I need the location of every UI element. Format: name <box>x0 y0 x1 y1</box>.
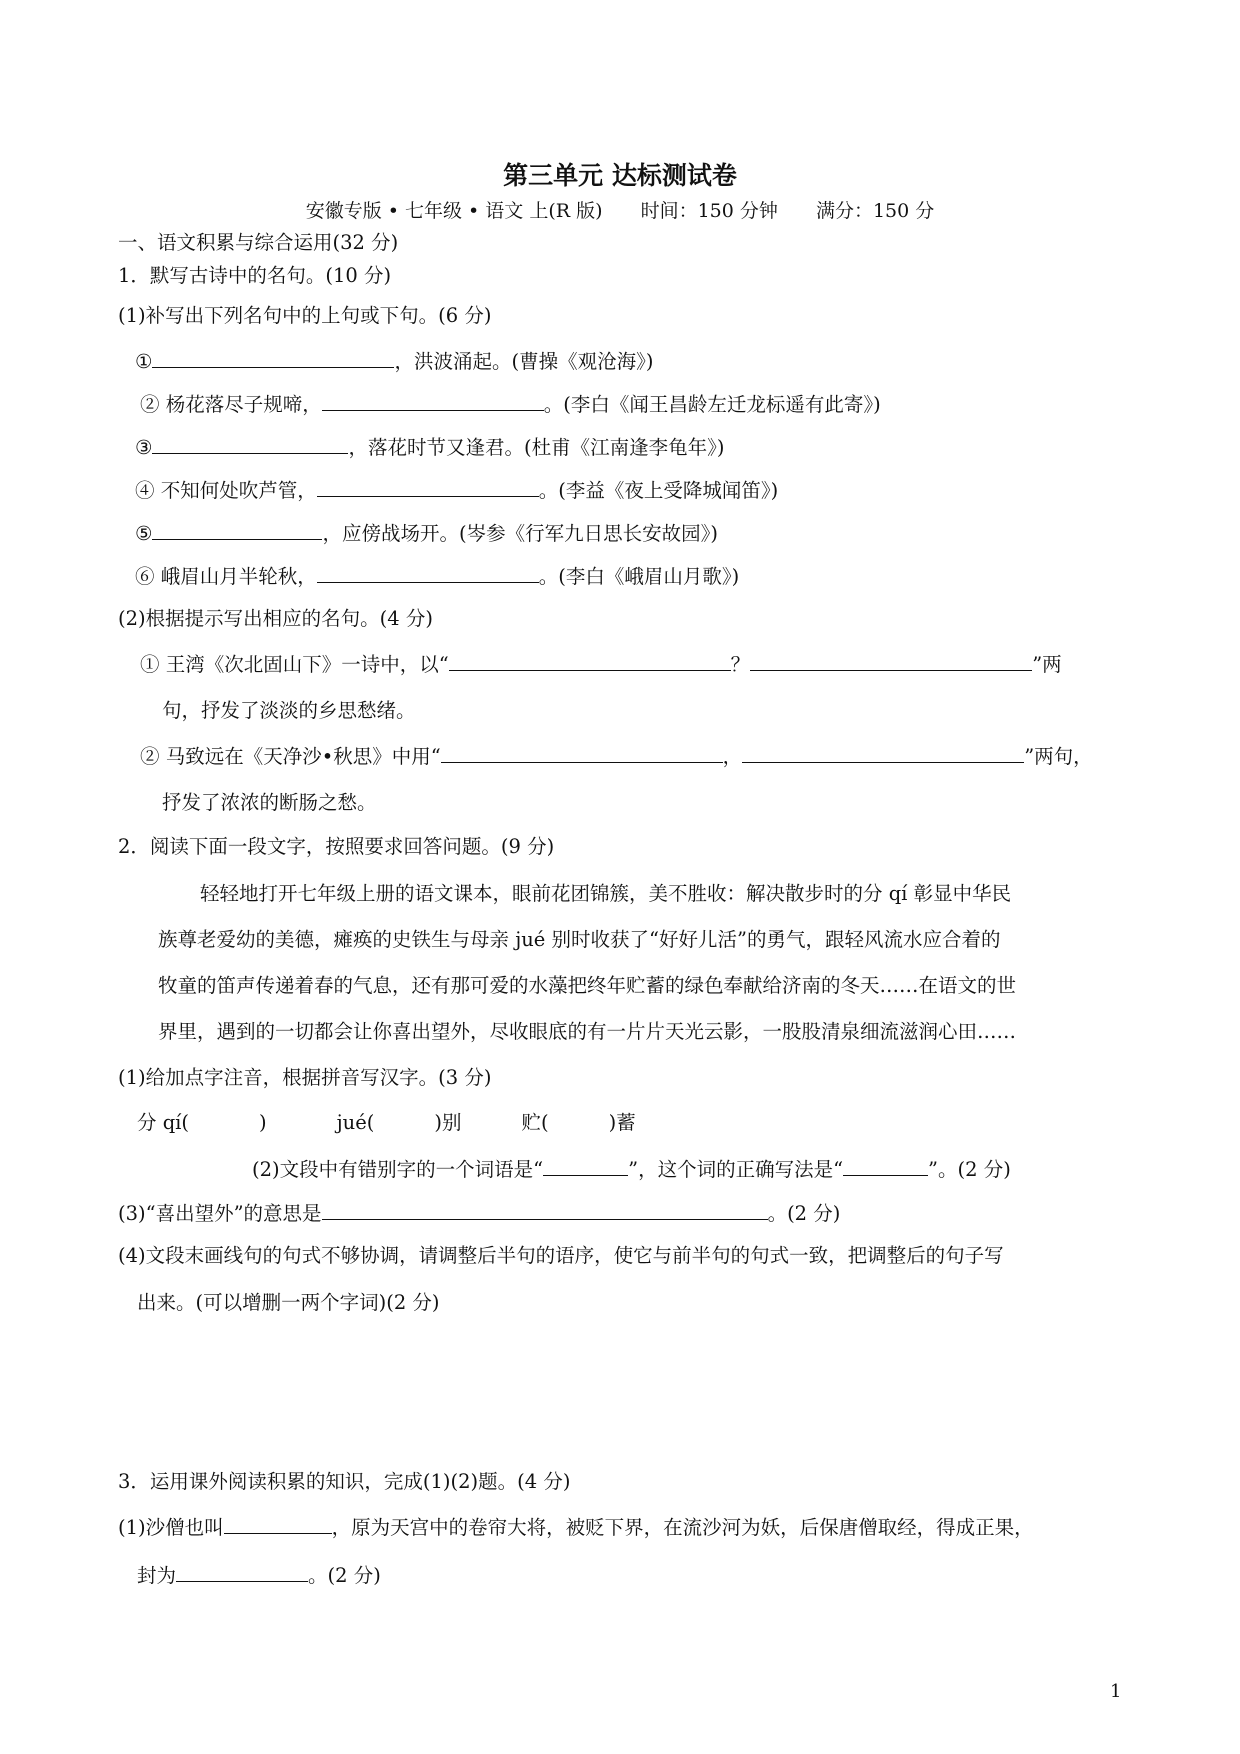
q1-part2-item-1: ① 王湾《次北固山下》一诗中，以“ ？ ”两 <box>140 650 1062 676</box>
q2-stem: 2．阅读下面一段文字，按照要求回答问题。(9 分) <box>118 835 555 858</box>
q1-part2-item-1-cont: 句，抒发了淡淡的乡思愁绪。 <box>162 699 416 722</box>
q3-sub1: (1)沙僧也叫 ，原为天宫中的卷帘大将，被贬下界，在流沙河为妖，后保唐僧取经，得成正果， <box>118 1513 1034 1539</box>
answer-blank[interactable] <box>152 347 394 368</box>
answer-blank[interactable] <box>224 1513 332 1534</box>
answer-blank[interactable] <box>543 1155 628 1176</box>
passage-line-1: 轻轻地打开七年级上册的语文课本，眼前花团锦簇，美不胜收：解决散步时的分 qí 彰显中华民 <box>200 882 1012 905</box>
q1-item-3: ③ ，落花时节又逢君。(杜甫《江南逢李龟年》) <box>135 433 724 459</box>
time-label: 时间：150 分钟 <box>640 200 778 222</box>
q1-item-5: ⑤ ，应傍战场开。(岑参《行军九日思长安故园》) <box>135 519 718 545</box>
q1-part2-item-2: ② 马致远在《天净沙•秋思》中用“ ， ”两句， <box>140 742 1093 768</box>
q1-item-1: ① ，洪波涌起。(曹操《观沧海》) <box>135 347 653 373</box>
q1-stem: 1．默写古诗中的名句。(10 分) <box>118 264 392 287</box>
q2-sub4-line-2: 出来。(可以增删一两个字词)(2 分) <box>137 1291 440 1314</box>
answer-blank[interactable] <box>152 519 322 540</box>
page-title: 第三单元 达标测试卷 <box>503 161 737 190</box>
exam-info <box>0 198 1240 224</box>
answer-blank[interactable] <box>322 390 544 411</box>
answer-blank[interactable] <box>317 476 539 497</box>
section-heading: 一、语文积累与综合运用(32 分) <box>118 231 399 254</box>
passage-line-4: 界里，遇到的一切都会让你喜出望外，尽收眼底的有一片片天光云影，一股股清泉细流滋润心田…… <box>158 1020 1017 1043</box>
score-label: 满分：150 分 <box>815 200 935 222</box>
answer-blank[interactable] <box>441 742 723 763</box>
answer-blank[interactable] <box>317 562 539 583</box>
q1-part2-item-2-cont: 抒发了浓浓的断肠之愁。 <box>162 791 377 814</box>
page-number: 1 <box>1110 1681 1122 1702</box>
q1-part2-label: (2)根据提示写出相应的名句。(4 分) <box>118 607 433 630</box>
answer-blank[interactable] <box>176 1561 308 1582</box>
q1-item-6: ⑥ 峨眉山月半轮秋， 。(李白《峨眉山月歌》) <box>135 562 739 588</box>
q1-item-2: ② 杨花落尽子规啼， 。(李白《闻王昌龄左迁龙标遥有此寄》) <box>140 390 881 416</box>
answer-blank[interactable] <box>843 1155 928 1176</box>
answer-blank[interactable] <box>152 433 348 454</box>
q2-sub3: (3)“喜出望外”的意思是 。(2 分) <box>118 1199 840 1225</box>
answer-blank[interactable] <box>449 650 731 671</box>
answer-blank[interactable] <box>750 650 1032 671</box>
q2-sub2: (2)文段中有错别字的一个词语是“ ”，这个词的正确写法是“ ”。(2 分) <box>252 1155 1011 1181</box>
answer-blank[interactable] <box>742 742 1024 763</box>
q2-sub4-line-1: (4)文段末画线句的句式不够协调，请调整后半句的语序，使它与前半句的句式一致，把调整后的句子写 <box>118 1244 1004 1267</box>
passage-line-3: 牧童的笛声传递着春的气息，还有那可爱的水藻把终年贮蓄的绿色奉献给济南的冬天……在语文的世 <box>158 974 1017 997</box>
q3-sub1-cont: 封为 。(2 分) <box>137 1561 381 1587</box>
q1-item-4: ④ 不知何处吹芦管， 。(李益《夜上受降城闻笛》) <box>135 476 778 502</box>
passage-line-2: 族尊老爱幼的美德，瘫痪的史铁生与母亲 jué 别时收获了“好好儿活”的勇气，跟轻风流水应合着的 <box>158 928 1001 951</box>
q1-part1-label: (1)补写出下列名句中的上句或下句。(6 分) <box>118 304 492 327</box>
q2-sub1-label: (1)给加点字注音，根据拼音写汉字。(3 分) <box>118 1066 492 1089</box>
edition-label: 安徽专版 • 七年级 • 语文 上(R 版) <box>305 200 603 222</box>
answer-blank[interactable] <box>322 1199 768 1220</box>
q2-sub1-items: 分 qí( ) jué( )别 贮( )蓄 <box>137 1111 636 1134</box>
q3-stem: 3．运用课外阅读积累的知识，完成(1)(2)题。(4 分) <box>118 1470 571 1493</box>
